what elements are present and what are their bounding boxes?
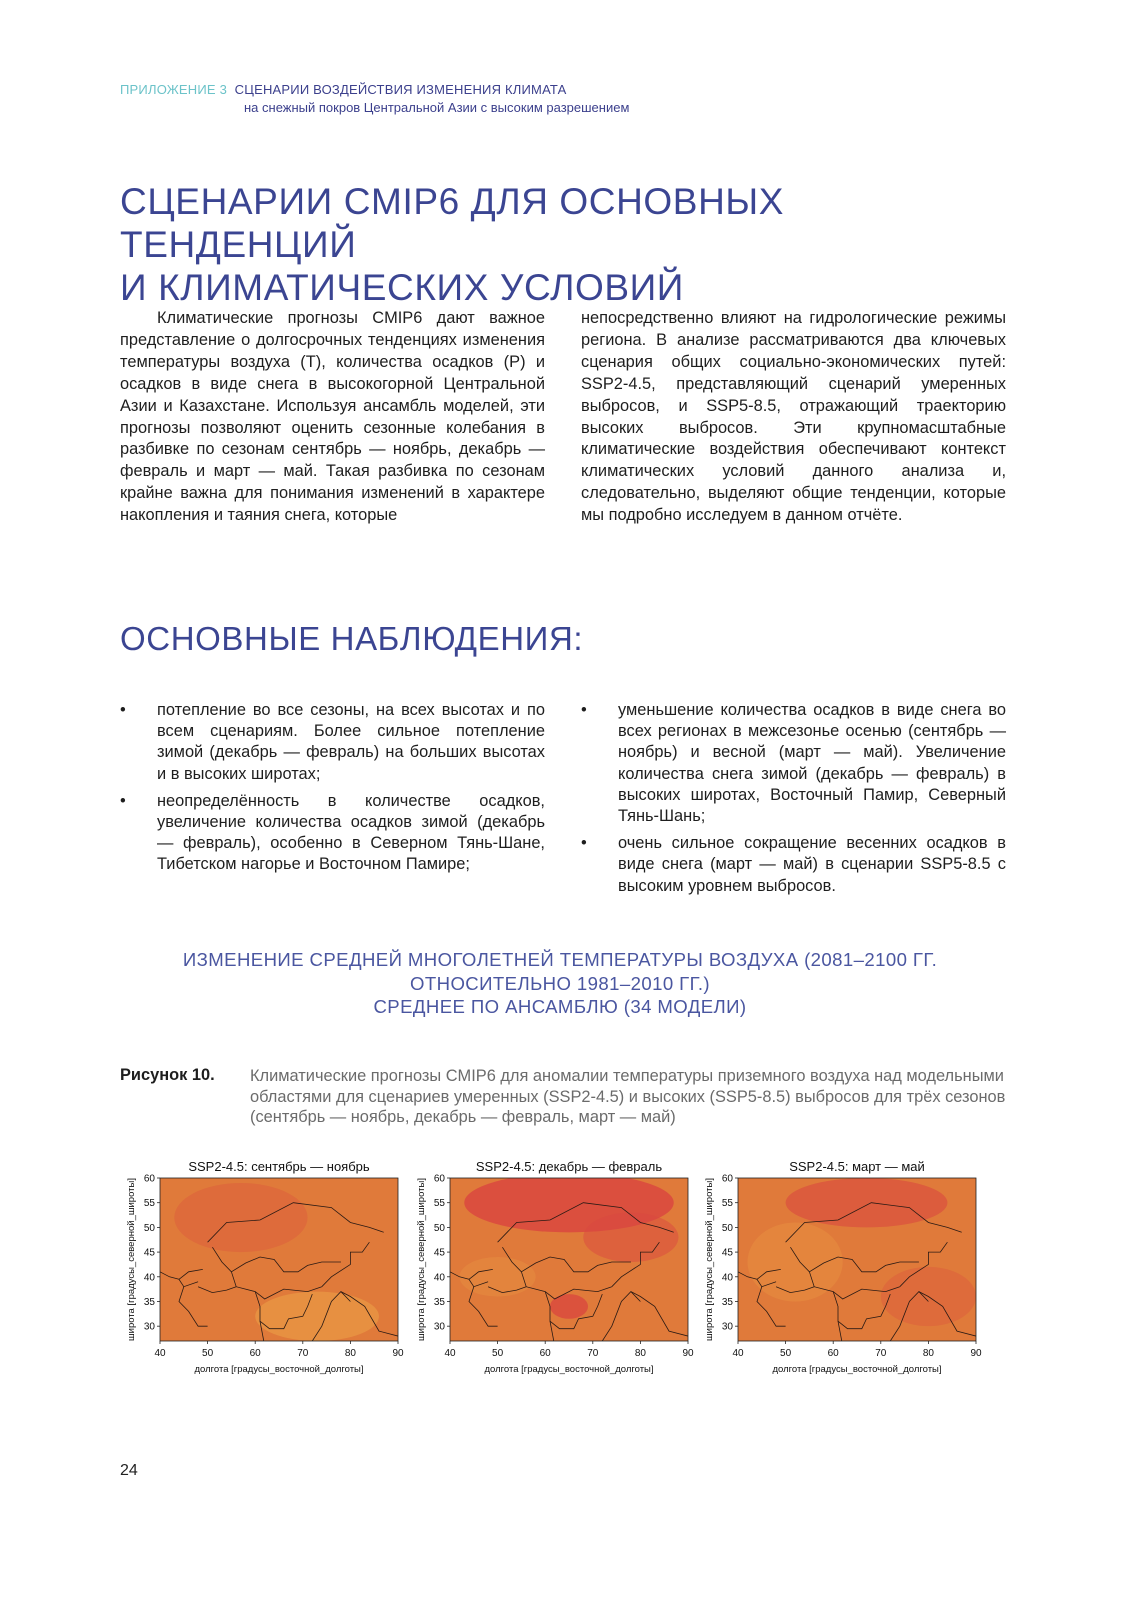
x-tick-label: 90	[392, 1348, 404, 1359]
y-axis-label: широта [градусы_северной_широты]	[416, 1178, 427, 1341]
observations-right-column	[581, 700, 1006, 903]
map-field	[450, 1173, 688, 1356]
x-tick-label: 70	[875, 1348, 887, 1359]
temperature-anomaly-maps	[120, 1155, 1020, 1390]
x-tick-label: 60	[827, 1348, 839, 1359]
y-tick-label: 35	[721, 1296, 733, 1308]
y-tick-label: 35	[143, 1296, 155, 1308]
x-tick-label: 40	[154, 1348, 166, 1359]
y-tick-label: 30	[721, 1321, 733, 1333]
figure-label: Рисунок 10.	[120, 1066, 215, 1084]
anomaly-blob	[550, 1294, 588, 1319]
y-tick-label: 50	[433, 1222, 445, 1234]
bullet: •	[581, 701, 587, 719]
y-tick-label: 55	[143, 1198, 155, 1210]
appendix-label: ПРИЛОЖЕНИЕ 3	[120, 82, 228, 97]
y-tick-label: 40	[721, 1272, 733, 1284]
chart-title	[120, 948, 1000, 1019]
list-item: • потепление во все сезоны, на всех высотах и по всем сценариям. Более сильное потепление зимой (декабрь — февраль) на больших высотах и в высоких широтах;	[120, 701, 545, 783]
page-number: 24	[120, 1462, 138, 1479]
figure-caption: Климатические прогнозы CMIP6 для аномалии температуры приземного воздуха над модельными областями для сценариев умеренных (SSP2-4.5) и высоких (SSP5-8.5) выбросов для трёх сезонов (сентябрь — ноябрь, декабрь — февраль, март — май)	[250, 1067, 1006, 1127]
y-tick-label: 35	[433, 1296, 445, 1308]
list-item: • очень сильное сокращение весенних осадков в виде снега (март — май) в сценарии SSP5-8.5 с высоким уровнем выбросов.	[581, 834, 1006, 895]
y-axis-label: широта [градусы_северной_широты]	[704, 1178, 715, 1341]
y-tick-label: 40	[433, 1272, 445, 1284]
x-tick-label: 50	[780, 1348, 792, 1359]
anomaly-blob	[786, 1178, 948, 1227]
x-tick-label: 60	[249, 1348, 261, 1359]
map-field	[738, 1178, 976, 1356]
x-tick-label: 50	[202, 1348, 214, 1359]
panel-title: SSP2-4.5: сентябрь — ноябрь	[188, 1159, 370, 1174]
y-tick-label: 30	[143, 1321, 155, 1333]
x-tick-label: 70	[297, 1348, 309, 1359]
y-tick-label: 60	[721, 1173, 733, 1185]
y-tick-label: 30	[433, 1321, 445, 1333]
intro-paragraph-right: непосредственно влияют на гидрологические режимы региона. В анализе рассматриваются два ключевых сценария общих социально-экономических путей: SSP2-4.5, представляющий сценарий умеренных выбросов, и SSP5-8.5, отражающий траекторию высоких выбросов. Эти крупномасштабные климатические воздействия обеспечивают контекст климатических условий данного анализа и, следовательно, выделяют общие тенденции, которые мы подробно исследуем в данном отчёте.	[581, 309, 1006, 525]
intro-paragraph-left: Климатические прогнозы CMIP6 дают важное представление о долгосрочных тенденциях изменения температуры воздуха (T), количества осадков (P) и осадков в виде снега в высокогорной Центральной Азии и Казахстане. Используя ансамбль моделей, эти прогнозы позволяют оценить сезонные колебания в разбивке по сезонам сентябрь — ноябрь, декабрь — февраль и март — май. Такая разбивка по сезонам крайне важна для понимания изменений в характере накопления и таяния снега, которые	[120, 309, 545, 525]
list-item: • уменьшение количества осадков в виде снега во всех регионах в межсезонье осенью (сентябрь — ноябрь) и весной (март — май). Увеличение количества снега зимой (декабрь — февраль) в высоких широтах, Восточный Памир, Северный Тянь-Шань;	[581, 701, 1006, 826]
map-panel	[704, 1159, 982, 1375]
x-tick-label: 70	[587, 1348, 599, 1359]
anomaly-blob	[748, 1222, 843, 1301]
running-header	[120, 82, 567, 97]
map-panel	[416, 1159, 694, 1375]
chart-title-line3: СРЕДНЕЕ ПО АНСАМБЛЮ (34 МОДЕЛИ)	[373, 996, 747, 1017]
x-tick-label: 40	[444, 1348, 456, 1359]
y-axis-label: широта [градусы_северной_широты]	[126, 1178, 137, 1341]
chart-title-line2: ОТНОСИТЕЛЬНО 1981–2010 ГГ.)	[410, 972, 710, 994]
x-axis-label: долгота [градусы_восточной_долготы]	[194, 1364, 364, 1375]
y-tick-label: 40	[143, 1272, 155, 1284]
x-tick-label: 60	[539, 1348, 551, 1359]
x-tick-label: 80	[634, 1348, 646, 1359]
x-tick-label: 40	[732, 1348, 744, 1359]
y-tick-label: 55	[433, 1198, 445, 1210]
y-tick-label: 60	[433, 1173, 445, 1185]
x-axis-label: долгота [градусы_восточной_долготы]	[772, 1364, 942, 1375]
x-axis-label: долгота [градусы_восточной_долготы]	[484, 1364, 654, 1375]
bullet: •	[120, 791, 126, 810]
x-tick-label: 50	[492, 1348, 504, 1359]
x-tick-label: 90	[682, 1348, 694, 1359]
x-tick-label: 80	[922, 1348, 934, 1359]
appendix-title: СЦЕНАРИИ ВОЗДЕЙСТВИЯ ИЗМЕНЕНИЯ КЛИМАТА	[234, 82, 567, 97]
bullet: •	[581, 834, 587, 853]
anomaly-blob	[174, 1183, 307, 1252]
list-item: • неопределённость в количестве осадков, увеличение количества осадков зимой (декабрь — февраль), особенно в Северном Тянь-Шане, Тибетском нагорье и Восточном Памире;	[120, 791, 545, 874]
page-heading	[120, 180, 1020, 309]
y-tick-label: 45	[721, 1247, 733, 1259]
y-tick-label: 50	[143, 1222, 155, 1234]
page-heading-line1: СЦЕНАРИИ CMIP6 ДЛЯ ОСНОВНЫХ ТЕНДЕНЦИЙ	[120, 181, 785, 265]
y-tick-label: 60	[143, 1173, 155, 1185]
x-tick-label: 80	[344, 1348, 356, 1359]
appendix-subtitle: на снежный покров Центральной Азии с высоким разрешением	[244, 100, 630, 115]
y-tick-label: 50	[721, 1222, 733, 1234]
x-tick-label: 90	[970, 1348, 982, 1359]
observations-heading: ОСНОВНЫЕ НАБЛЮДЕНИЯ:	[120, 620, 584, 657]
bullet: •	[120, 701, 126, 719]
map-field	[160, 1178, 398, 1356]
page-heading-line2: И КЛИМАТИЧЕСКИХ УСЛОВИЙ	[120, 267, 684, 308]
map-panel	[126, 1159, 404, 1375]
anomaly-blob	[583, 1213, 678, 1262]
y-tick-label: 45	[433, 1247, 445, 1259]
panel-title: SSP2-4.5: март — май	[789, 1159, 925, 1174]
observations-left-column	[120, 700, 545, 882]
y-tick-label: 55	[721, 1198, 733, 1210]
panel-title: SSP2-4.5: декабрь — февраль	[475, 1159, 663, 1174]
y-tick-label: 45	[143, 1247, 155, 1259]
chart-title-line1: ИЗМЕНЕНИЕ СРЕДНЕЙ МНОГОЛЕТНЕЙ ТЕМПЕРАТУРЫ ВОЗДУХА (2081–2100 ГГ.	[182, 949, 938, 970]
